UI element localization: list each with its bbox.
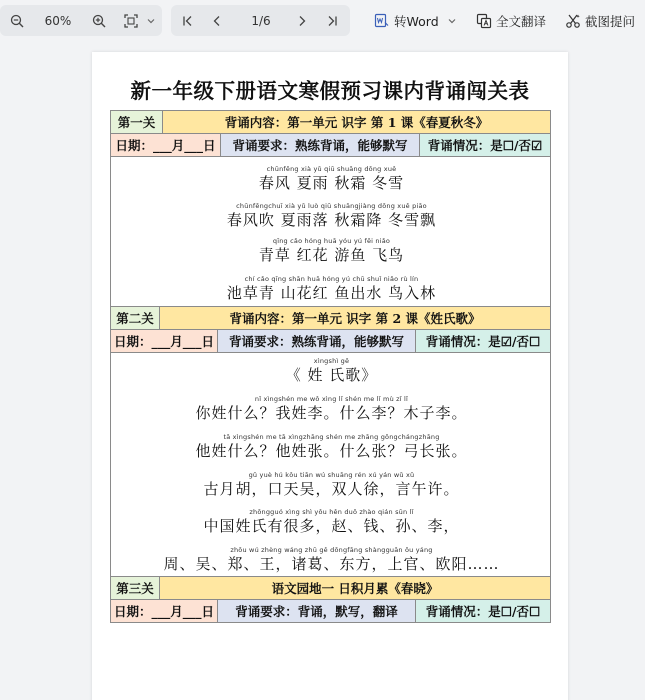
text-line: 你姓什么？我姓李。什么李？木子李。 (195, 404, 468, 422)
chevron-down-icon (147, 18, 155, 24)
translate-icon (476, 13, 492, 29)
pinyin-line: nǐ xìngshén me wǒ xìng lǐ shén me lǐ mù zǐ lǐ (254, 395, 409, 403)
level-1-info-row (110, 133, 551, 157)
first-page-icon (182, 15, 194, 27)
pinyin-line: zhōngguó xìng shì yǒu hěn duō zhào qián sūn lǐ (249, 508, 414, 516)
text-line: 青草 红花 游鱼 飞鸟 (258, 246, 405, 264)
pinyin-line: tā xìngshén me tā xìngzhāng shén me zhāng gōngchángzhāng (223, 433, 440, 441)
text-line: 春风吹 夏雨落 秋霜降 冬雪飘 (226, 211, 437, 229)
pinyin-line: zhōu wú zhèng wáng zhū gě dōngfāng shàngguān ōu yáng (230, 546, 433, 554)
status-field: 背诵情况：是☑/否☐ (416, 329, 551, 353)
zoom-level[interactable]: 60% (44, 13, 72, 28)
text-line: 池草青 山花红 鱼出水 鸟入林 (226, 284, 437, 302)
text-line: 古月胡，口天吴，双人徐，言午许。 (203, 480, 460, 498)
full-translate-button[interactable]: 全文翻译 (476, 5, 546, 36)
document-page (92, 52, 568, 700)
last-page-icon (326, 15, 338, 27)
zoom-in-icon (92, 14, 106, 28)
pinyin-line: gǔ yuè hú kǒu tiān wú shuāng rén xú yán wǔ xǔ (248, 471, 415, 479)
pinyin-line: chūnfēngchuī xià yǔ luò qiū shuāngjiàng dōng xuě piāo (236, 202, 427, 210)
level-label: 第三关 (110, 576, 160, 600)
level-label: 第一关 (110, 110, 163, 134)
text-line: 《 姓 氏歌》 (285, 366, 378, 384)
to-word-options-dropdown[interactable] (448, 5, 456, 36)
pinyin-line: chí cǎo qīng shān huā hóng yú chū shuǐ niǎo rù lín (244, 275, 419, 283)
next-page-button[interactable] (289, 5, 315, 36)
scissors-icon (565, 13, 581, 29)
recite-content: 背诵内容：第一单元 识字 第 1 课《春夏秋冬》 (163, 110, 551, 134)
pinyin-line: chūnfēng xià yǔ qiū shuāng dōng xuě (266, 165, 397, 173)
pinyin-line: xìngshì gē (313, 357, 350, 365)
zoom-in-button[interactable] (86, 5, 112, 36)
status-field: 背诵情况：是☐/否☑ (420, 133, 551, 157)
recite-content: 语文园地一 日积月累《春晓》 (160, 576, 551, 600)
date-field: 日期：___月___日 (110, 133, 221, 157)
level-1-text-area (110, 156, 551, 307)
word-convert-icon (374, 13, 390, 29)
fit-page-button[interactable] (118, 5, 144, 36)
level-1-title-row (110, 110, 551, 134)
pinyin-line: qīng cǎo hóng huā yóu yú fēi niǎo (272, 237, 391, 245)
text-line: 周、吴、郑、王，诸葛、东方，上官、欧阳…… (163, 555, 500, 573)
status-field: 背诵情况：是☐/否☐ (416, 599, 551, 623)
chevron-down-icon (448, 18, 456, 24)
level-label: 第二关 (110, 306, 160, 330)
viewer-toolbar (0, 0, 645, 44)
level-3-info-row (110, 599, 551, 623)
zoom-out-icon (10, 14, 24, 28)
level-2-text-area (110, 352, 551, 577)
chevron-left-icon (211, 15, 223, 27)
text-line: 中国姓氏有很多，赵、钱、孙、李， (203, 517, 460, 535)
recite-content: 背诵内容：第一单元 识字 第 2 课《姓氏歌》 (160, 306, 551, 330)
previous-page-button[interactable] (204, 5, 230, 36)
to-word-button[interactable]: 转Word (374, 5, 439, 36)
level-2-info-row (110, 329, 551, 353)
text-line: 他姓什么？他姓张。什么张？弓长张。 (195, 442, 468, 460)
text-line: 春风 夏雨 秋霜 冬雪 (258, 174, 405, 192)
fit-page-icon (124, 14, 138, 28)
zoom-out-button[interactable] (4, 5, 30, 36)
date-field: 日期：___月___日 (110, 329, 218, 353)
screenshot-ask-button[interactable]: 截图提问 (565, 5, 635, 36)
requirement-field: 背诵要求：背诵，默写，翻译 (218, 599, 416, 623)
requirement-field: 背诵要求：熟练背诵，能够默写 (218, 329, 416, 353)
last-page-button[interactable] (319, 5, 345, 36)
chevron-right-icon (296, 15, 308, 27)
level-2-title-row (110, 306, 551, 330)
requirement-field: 背诵要求：熟练背诵，能够默写 (221, 133, 420, 157)
page-title: 新一年级下册语文寒假预习课内背诵闯关表 (130, 79, 530, 103)
first-page-button[interactable] (175, 5, 201, 36)
fit-options-dropdown[interactable] (144, 5, 158, 36)
level-3-title-row (110, 576, 551, 600)
date-field: 日期：___月___日 (110, 599, 218, 623)
page-indicator[interactable]: 1/6 (251, 13, 271, 28)
zoom-control-group (0, 5, 162, 36)
page-navigation-group (171, 5, 350, 36)
